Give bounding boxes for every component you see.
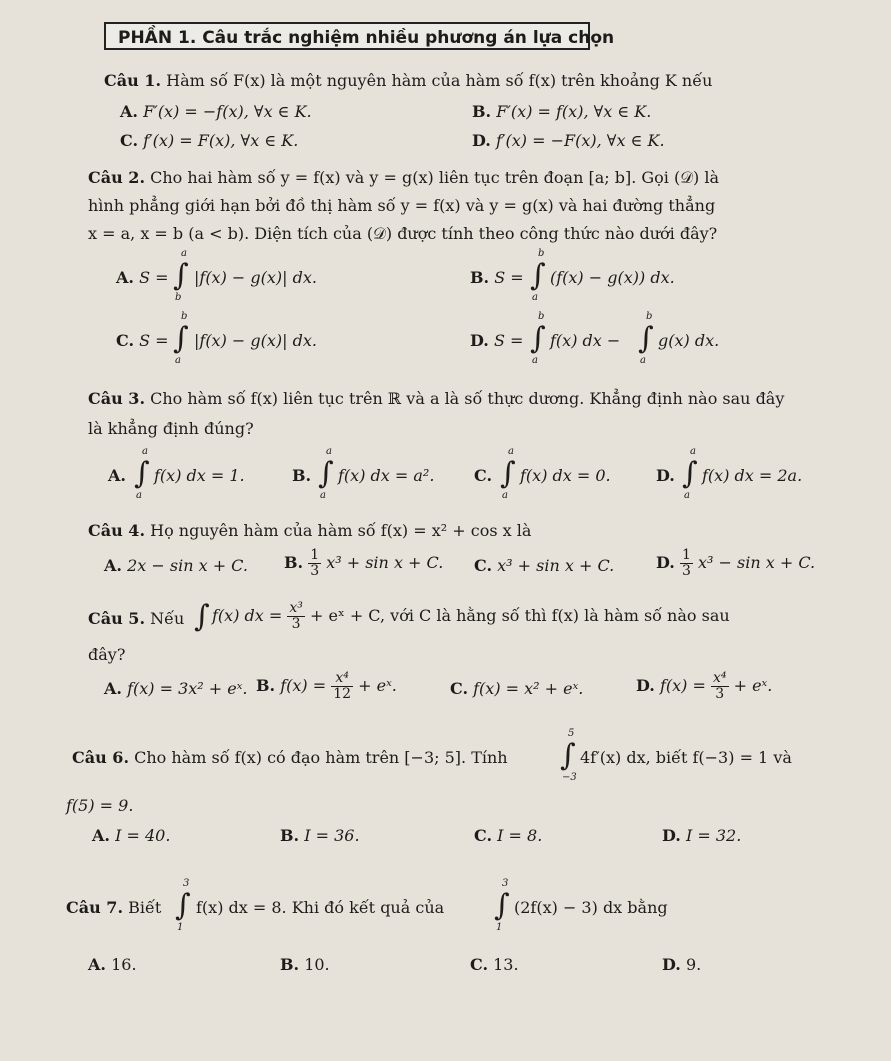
question-text: + eˣ + C, với C là hằng số thì f(x) là hàm số nào sau [309,606,730,625]
option-text: f(x) = 3x² + eˣ. [127,679,248,698]
option-text: f(x) dx = 0. [520,466,611,485]
question-text: Cho hàm số f(x) có đạo hàm trên [−3; 5]. Tính [134,748,508,767]
question-text: 4f′(x) dx, biết f(−3) = 1 và [580,748,792,767]
q4-option-b[interactable] [284,548,443,579]
upper-limit: b [181,311,188,322]
q2-option-c[interactable] [116,331,169,350]
option-text: x³ + sin x + C. [497,556,615,575]
upper-limit: 3 [183,878,190,889]
option-text: x³ + sin x + C. [326,553,444,572]
fraction-numerator: 1 [310,547,320,563]
lower-limit: 1 [177,922,184,933]
lower-limit: a [684,490,690,501]
fraction-numerator: x⁴ [712,670,727,686]
option-label: B. [472,102,492,121]
option-label: B. [292,466,312,485]
option-label: D. [662,955,681,974]
upper-limit: a [181,248,187,259]
question-2 [88,168,719,188]
option-label: B. [280,826,300,845]
option-text: F′(x) = f(x), ∀x ∈ K. [496,102,652,121]
question-text: Biết [128,898,162,917]
option-text: f(x) dx = 1. [154,466,245,485]
option-label: B. [280,955,300,974]
question-7 [66,898,161,917]
q3-option-c[interactable] [474,466,492,485]
option-label: B. [470,268,490,287]
option-text: g(x) dx. [658,331,720,350]
option-text: f(x) = x² + eˣ. [473,679,584,698]
upper-limit: b [646,311,653,322]
option-text: (f(x) − g(x)) dx. [550,268,675,287]
option-text: S = [139,268,169,287]
option-label: D. [662,826,681,845]
question-5-line2: đây? [88,645,126,664]
fraction-denominator: 12 [333,686,352,702]
option-label: B. [256,676,276,695]
option-label: D. [656,553,675,572]
option-label: B. [284,553,304,572]
option-text: x³ − sin x + C. [697,553,816,572]
q1-option-b[interactable] [472,102,651,121]
option-label: D. [472,131,491,150]
lower-limit: a [640,355,646,366]
option-label: C. [474,466,493,485]
upper-limit: 3 [502,878,509,889]
lower-limit: a [502,490,508,501]
option-text: f(x) dx = a². [338,466,435,485]
option-text: f(x) dx − [550,331,621,350]
option-text: F′(x) = −f(x), ∀x ∈ K. [143,102,312,121]
option-text: 13. [493,955,519,974]
fraction-numerator: x⁴ [331,671,353,687]
upper-limit: b [538,248,545,259]
option-text: f(x) = [280,676,327,695]
question-2-line3: x = a, x = b (a < b). Diện tích của (𝒟) được tính theo công thức nào dưới đây? [88,224,718,243]
option-label: C. [116,331,135,350]
option-label: C. [474,826,493,845]
q5-option-b[interactable] [256,671,397,702]
upper-limit: 5 [568,728,575,739]
option-text: |f(x) − g(x)| dx. [194,268,317,287]
option-label: D. [636,676,655,695]
question-3 [88,389,784,408]
q3-option-a[interactable] [108,466,126,485]
lower-limit: −3 [562,772,577,783]
question-label: Câu 2. [88,168,146,187]
question-text: Hàm số F(x) là một nguyên hàm của hàm số f(x) trên khoảng K nếu [166,71,713,90]
question-4 [88,521,531,540]
question-5-formula [212,601,730,632]
question-5 [88,609,184,628]
upper-limit: a [326,446,332,457]
option-text: f(x) = [659,676,706,695]
q5-option-a[interactable] [104,679,248,698]
upper-limit: a [142,446,148,457]
option-label: D. [656,466,675,485]
option-label: A. [104,679,122,698]
question-3-line2: là khẳng định đúng? [88,419,254,438]
q6-option-d[interactable] [662,826,741,845]
option-text: 16. [111,955,137,974]
option-text: 9. [685,955,702,974]
lower-limit: a [136,490,142,501]
fraction-denominator: 3 [310,563,320,579]
q1-option-a[interactable] [120,102,312,121]
q3-option-d[interactable] [656,466,675,485]
question-label: Câu 3. [88,389,146,408]
question-label: Câu 5. [88,609,146,628]
fraction-denominator: 3 [681,563,691,579]
option-text: I = 32. [685,826,742,845]
option-label: C. [474,556,493,575]
option-text: 10. [304,955,330,974]
q6-option-c[interactable] [474,826,542,845]
option-label: C. [470,955,489,974]
option-text: S = [493,331,524,350]
option-text: |f(x) − g(x)| dx. [194,331,317,350]
exam-page: PHẦN 1. Câu trắc nghiệm nhiều phương án lựa chọn Câu 1. Hàm số F(x) là một nguyên hàm của hàm số f(x) trên khoảng K nếu A. F′(x) = −f(x), ∀x ∈ K. B. F′(x) = f(x), ∀x ∈ K. C. f′(x) = F(x), ∀x ∈ K. D. f′(x) = −F(x), ∀x ∈ K. Câu 2. Cho hai hàm số y = f(x) và y = g(x) liên tục trên đoạn [a; b]. Gọi (𝒟) là hình phẳng giới hạn bởi đồ thị hàm số y = f(x) và y = g(x) và hai đường thẳng x = a, x = b (a < b). Diện tích của (𝒟) được tính theo công thức nào dưới đây? A. S = ∫ a b |f(x) − g(x)| dx. B. S = ∫ b a (f(x) − g(x)) dx. C. S = ∫ b a |f(x) − g(x)| dx. D. S = ∫ b a f(x) dx − ∫ b a g(x) dx. Câu 3. Cho hàm số f(x) liên tục trên ℝ và a là số thực dương. Khẳng định nào sau đây là khẳng định đúng? A. ∫ a a f(x) dx = 1. B. ∫ a a f(x) dx = a². C. ∫ a a f(x) dx = 0. D. ∫ a a f(x) dx = 2a. Câu 4. Họ nguyên hàm của hàm số f(x) = x² + cos x là A. 2x − sin x + C. B. $\frac{1}{3}$ x³ + sin x + C. C. x³ + sin x + C. D. $\frac{1}{3}$ x³ − sin x + C. Câu 5. Nếu ∫ f(x) dx = $\frac{\text{x³}}{3}$ + eˣ + C, với C là hằng số thì f(x) là hàm số nào sau đây? A. f(x) = 3x² + eˣ. B. f(x) = $\frac{\text{x⁴}}{12}$ + eˣ. C. f(x) = x² + eˣ. D. f(x) = $\frac{\text{x⁴}}{3}$ + eˣ. Câu 6. Cho hàm số f(x) có đạo hàm trên [−3; 5]. Tính ∫ 5 −3 4f′(x) dx, biết f(−3) = 1 và f(5) = 9. A. I = 40. B. I = 36. C. I = 8. D. I = 32. Câu 7. Biết ∫ 3 1 f(x) dx = 8. Khi đó kết quả của ∫ 3 1 (2f(x) − 3) dx bằng A. 16. B. 10. C. 13. D. 9. [0,0,891,1061]
q4-option-a[interactable] [104,556,248,575]
q7-option-c[interactable] [470,955,519,974]
option-text: I = 8. [497,826,543,845]
option-text: + eˣ. [358,676,397,695]
option-label: C. [120,131,139,150]
lower-limit: 1 [496,922,503,933]
option-text: I = 36. [304,826,360,845]
q5-option-d[interactable] [636,671,772,702]
question-label: Câu 6. [72,748,130,767]
option-label: A. [104,556,122,575]
question-2-line2: hình phẳng giới hạn bởi đồ thị hàm số y = f(x) và y = g(x) và hai đường thẳng [88,196,716,215]
option-label: A. [92,826,110,845]
question-text: Cho hàm số f(x) liên tục trên ℝ và a là số thực dương. Khẳng định nào sau đây [150,389,785,408]
option-label: A. [116,268,134,287]
q7-option-a[interactable] [88,955,137,974]
lower-limit: a [320,490,326,501]
question-label: Câu 4. [88,521,146,540]
question-text: Nếu [150,609,185,628]
lower-limit: a [175,355,181,366]
option-label: D. [470,331,489,350]
q6-option-a[interactable] [92,826,170,845]
question-6 [72,748,508,767]
section-header: PHẦN 1. Câu trắc nghiệm nhiều phương án lựa chọn [104,22,590,50]
question-6-line2: f(5) = 9. [66,796,134,815]
lower-limit: a [532,292,538,303]
option-text: I = 40. [115,826,171,845]
q2-option-a[interactable] [116,268,169,287]
option-text: 2x − sin x + C. [127,556,248,575]
question-text: Họ nguyên hàm của hàm số f(x) = x² + cos x là [150,521,532,540]
upper-limit: b [538,311,545,322]
q2-option-b[interactable] [470,268,524,287]
upper-limit: a [508,446,514,457]
question-label: Câu 7. [66,898,124,917]
question-text: (2f(x) − 3) dx bằng [514,898,668,917]
q4-option-c[interactable] [474,556,614,575]
question-text: f(x) dx = 8. Khi đó kết quả của [196,898,445,917]
q2-option-d[interactable] [470,331,523,350]
option-text: S = [494,268,524,287]
q4-option-d[interactable] [656,548,815,579]
option-label: A. [108,466,126,485]
option-text: f(x) dx = 2a. [702,466,803,485]
q1-option-c[interactable] [120,131,298,150]
q6-option-b[interactable] [280,826,360,845]
option-text: f′(x) = −F(x), ∀x ∈ K. [495,131,665,150]
option-text: S = [139,331,169,350]
lower-limit: b [175,292,182,303]
q5-option-c[interactable] [450,679,583,698]
q1-option-d[interactable] [472,131,665,150]
fraction-numerator: 1 [681,547,691,563]
q3-option-b[interactable] [292,466,311,485]
option-text: f′(x) = F(x), ∀x ∈ K. [143,131,299,150]
question-1 [104,71,712,90]
question-text: Cho hai hàm số y = f(x) và y = g(x) liên tục trên đoạn [a; b]. Gọi (𝒟) là [150,168,720,187]
question-text: f(x) dx = [212,606,283,625]
upper-limit: a [690,446,696,457]
q7-option-d[interactable] [662,955,701,974]
option-text: + eˣ. [733,676,773,695]
fraction-denominator: 3 [715,686,725,702]
integral-sign: ∫ [194,599,210,634]
fraction-denominator: 3 [291,616,301,632]
option-label: A. [88,955,106,974]
fraction-numerator: x³ [289,600,303,616]
q7-option-b[interactable] [280,955,330,974]
lower-limit: a [532,355,538,366]
option-label: C. [450,679,469,698]
question-label: Câu 1. [104,71,162,90]
option-label: A. [120,102,138,121]
